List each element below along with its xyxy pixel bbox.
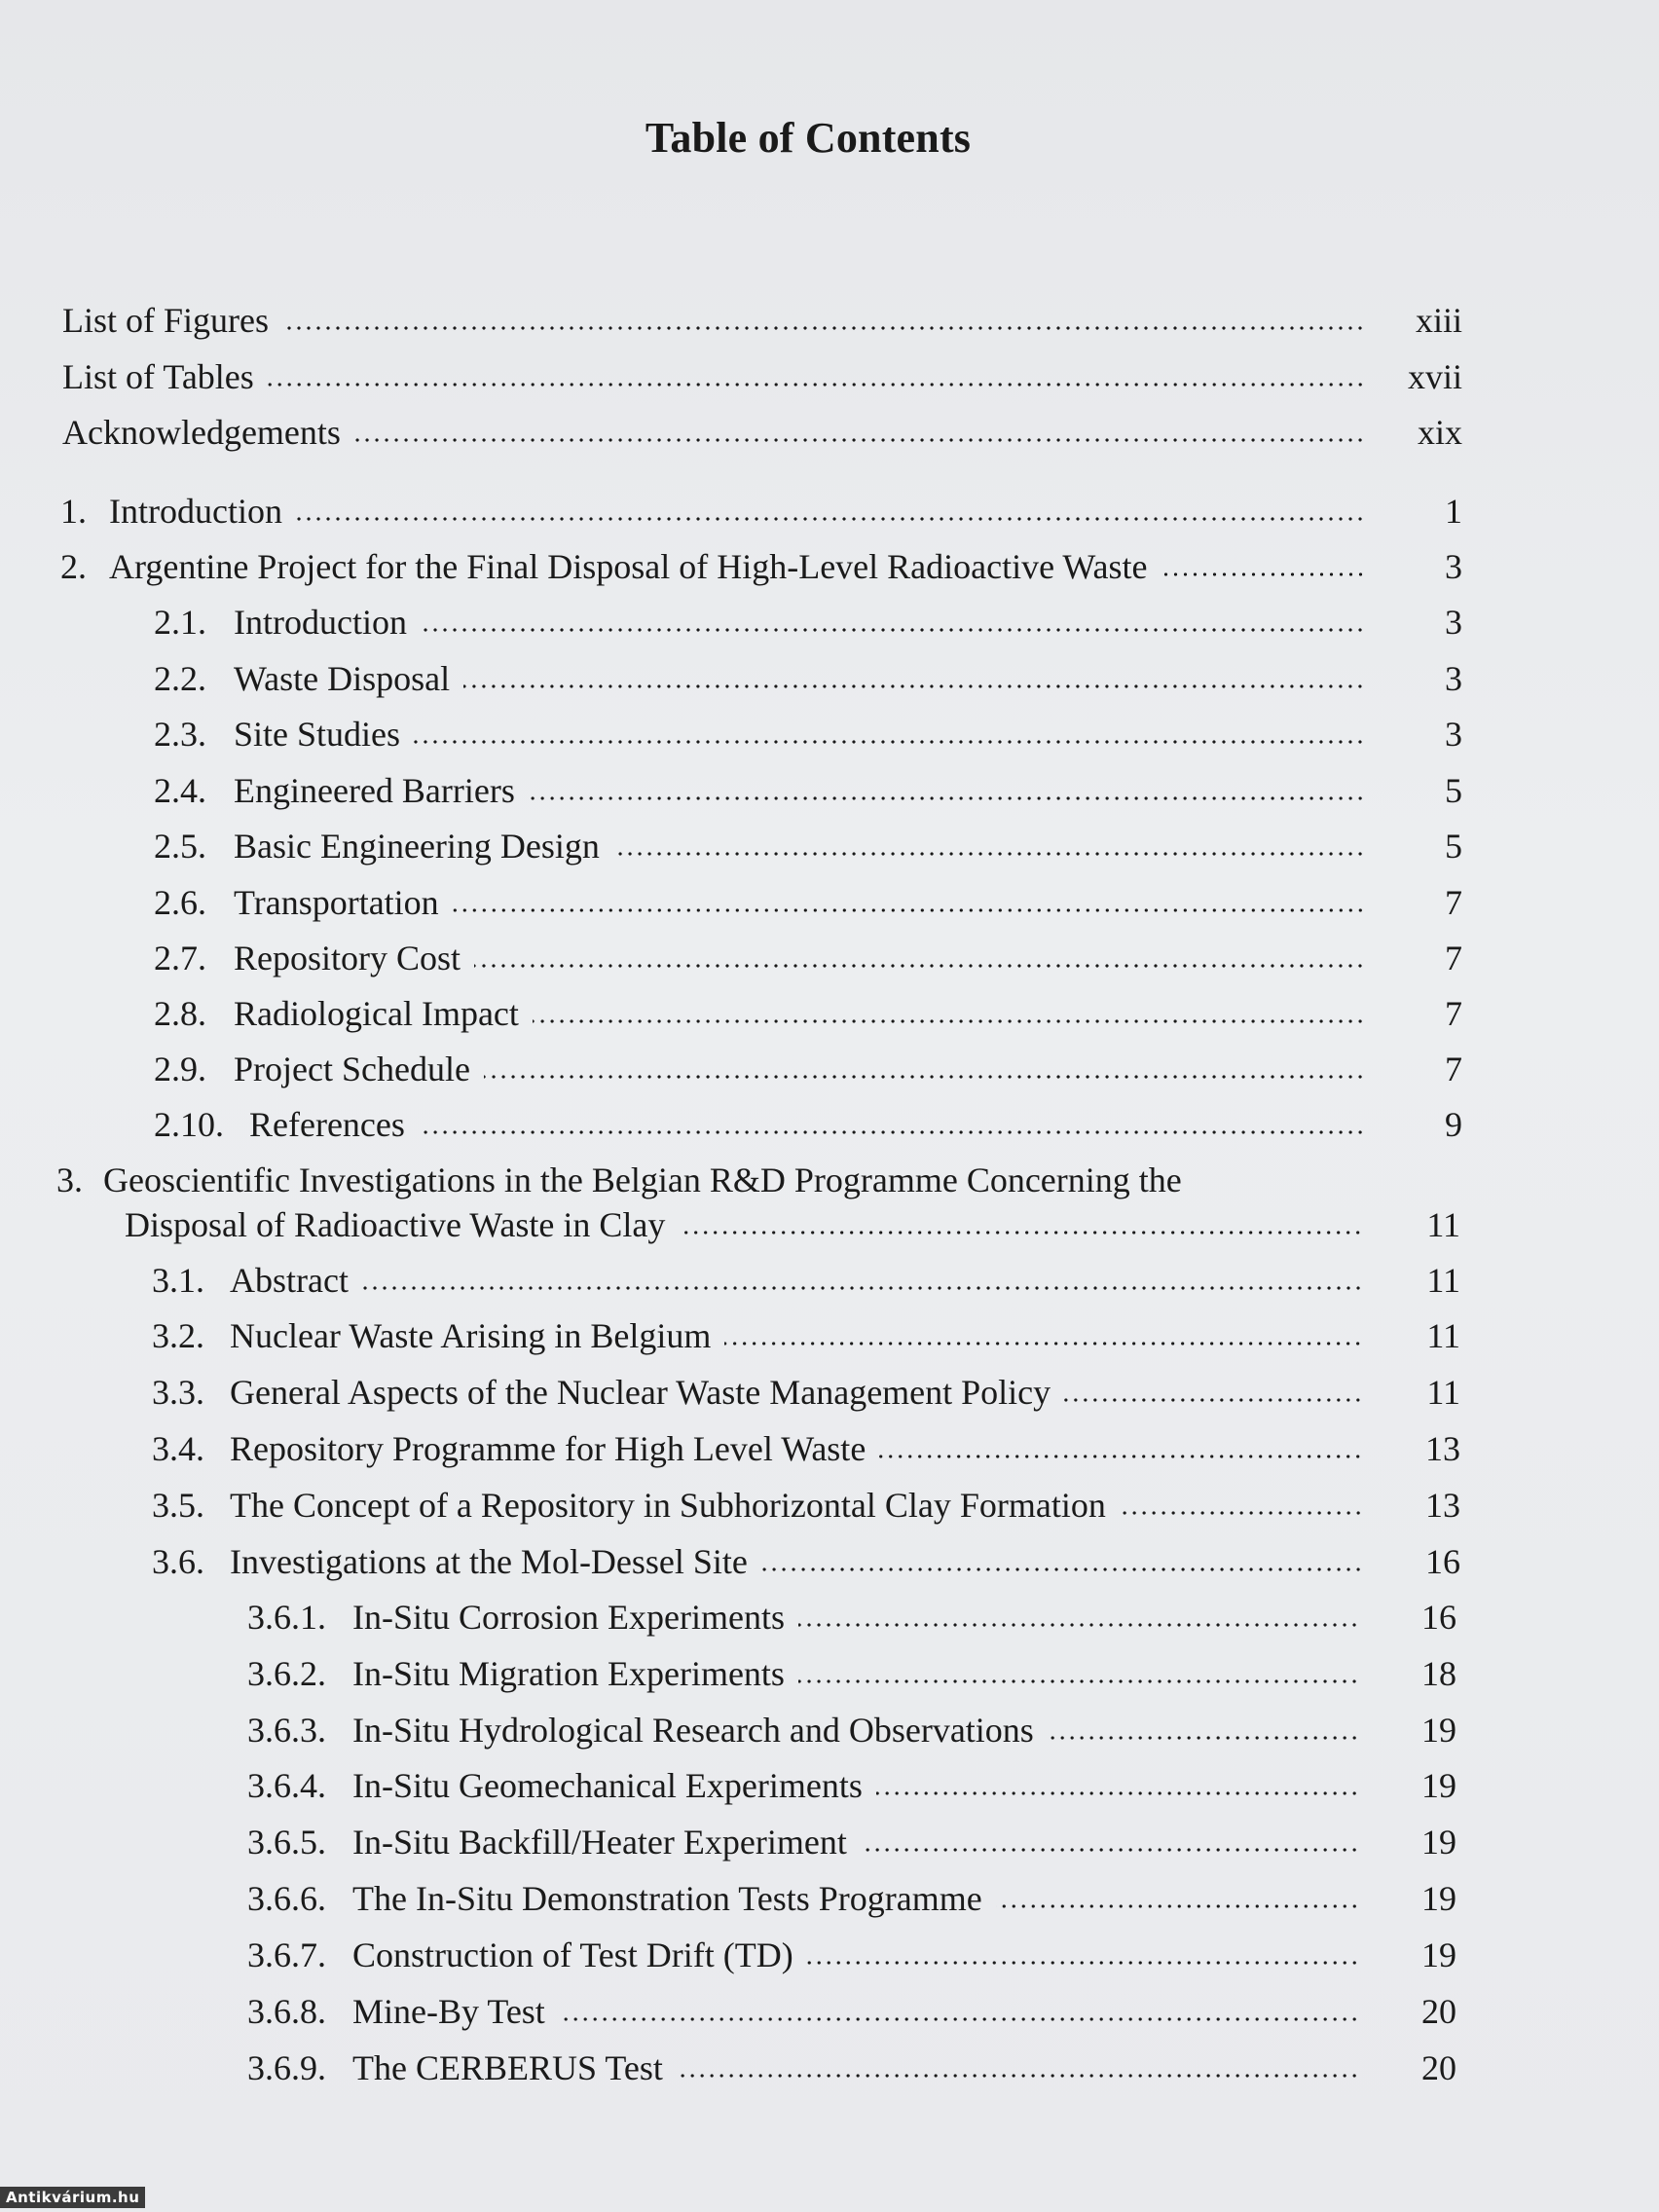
dot-leader <box>559 2015 1359 2023</box>
toc-entry-label: Introduction <box>234 603 407 642</box>
toc-entry-label: Repository Cost <box>234 939 461 977</box>
toc-entry-label: Abstract <box>230 1261 349 1300</box>
toc-subsection[interactable] <box>247 1821 1456 1863</box>
toc-section[interactable] <box>154 713 1462 756</box>
toc-entry-page: 19 <box>1421 1879 1456 1918</box>
toc-entry-label: Disposal of Radioactive Waste in Clay <box>125 1205 666 1244</box>
toc-entry-number: 3.6.9. <box>247 2048 326 2087</box>
toc-entry-number: 1. <box>60 492 87 531</box>
toc-entry-page: 20 <box>1421 2048 1456 2087</box>
toc-entry-label: Construction of Test Drift (TD) <box>352 1936 793 1974</box>
toc-chapter-3-line2[interactable] <box>125 1203 1460 1246</box>
toc-entry-label: Investigations at the Mol-Dessel Site <box>230 1542 748 1581</box>
dot-leader <box>463 682 1365 690</box>
toc-entry-page: xvii <box>1407 357 1462 396</box>
toc-entry-number: 3.6.4. <box>247 1766 326 1805</box>
toc-subsection[interactable] <box>247 1764 1456 1807</box>
toc-entry-label: Argentine Project for the Final Disposal of High-Level Radioactive Waste <box>109 547 1148 586</box>
toc-entry-number: 3.6.6. <box>247 1879 326 1918</box>
toc-entry-label: General Aspects of the Nuclear Waste Management Policy <box>230 1373 1051 1412</box>
toc-chapter-3-line1[interactable] <box>56 1159 1182 1201</box>
toc-entry-number: 3.6.8. <box>247 1992 326 2031</box>
toc-entry-number: 2.8. <box>154 994 206 1033</box>
toc-entry-number: 2.6. <box>154 883 206 922</box>
toc-entry-page: 13 <box>1425 1429 1460 1468</box>
toc-section[interactable] <box>154 657 1462 700</box>
toc-entry-label: In-Situ Migration Experiments <box>352 1654 785 1693</box>
toc-entry-page: 3 <box>1445 659 1462 698</box>
toc-entry-label: In-Situ Geomechanical Experiments <box>352 1766 863 1805</box>
toc-entry-page: 3 <box>1445 603 1462 642</box>
toc-entry-page: 20 <box>1421 1992 1456 2031</box>
toc-entry-label: The Concept of a Repository in Subhorizontal Clay Formation <box>230 1486 1106 1525</box>
toc-entry-number: 2. <box>60 547 87 586</box>
toc-entry-label: List of Tables <box>62 357 254 396</box>
toc-entry-page: 3 <box>1445 715 1462 754</box>
toc-entry-page: 7 <box>1445 939 1462 977</box>
dot-leader <box>1048 1734 1359 1742</box>
dot-leader <box>677 2072 1359 2080</box>
toc-entry-page: 19 <box>1421 1936 1456 1974</box>
dot-leader <box>613 850 1365 858</box>
toc-entry-label: Transportation <box>234 883 439 922</box>
dot-leader <box>268 381 1365 388</box>
dot-leader <box>798 1621 1359 1629</box>
dot-leader <box>861 1846 1359 1854</box>
dot-leader <box>996 1902 1359 1910</box>
toc-entry-label: List of Figures <box>62 301 269 340</box>
dot-leader <box>282 324 1365 332</box>
toc-section[interactable] <box>154 881 1462 924</box>
toc-entry-number: 3. <box>56 1161 83 1199</box>
toc-section[interactable] <box>154 1048 1462 1090</box>
dot-leader <box>724 1340 1363 1347</box>
dot-leader <box>879 1453 1363 1460</box>
toc-entry-page: 11 <box>1426 1373 1460 1412</box>
toc-entry-page: 19 <box>1421 1766 1456 1805</box>
toc-section[interactable] <box>154 769 1462 812</box>
watermark: Antikvárium.hu <box>0 2187 145 2208</box>
toc-entry-label: In-Situ Backfill/Heater Experiment <box>352 1823 847 1862</box>
toc-subsection[interactable] <box>247 2046 1456 2089</box>
toc-entry-page: 7 <box>1445 994 1462 1033</box>
dot-leader <box>474 962 1365 970</box>
toc-section[interactable] <box>154 992 1462 1035</box>
toc-entry-page: 11 <box>1426 1261 1460 1300</box>
dot-leader <box>453 906 1365 914</box>
toc-entry-label: Engineered Barriers <box>234 771 515 810</box>
toc-entry-page: 16 <box>1421 1598 1456 1637</box>
toc-section[interactable] <box>152 1484 1460 1527</box>
dot-leader <box>362 1284 1363 1292</box>
toc-entry-number: 2.7. <box>154 939 206 977</box>
toc-entry-label: Site Studies <box>234 715 401 754</box>
toc-entry-label: Nuclear Waste Arising in Belgium <box>230 1316 712 1355</box>
toc-entry-acknowledgements[interactable] <box>62 411 1462 454</box>
dot-leader <box>354 436 1365 444</box>
toc-subsection[interactable] <box>247 1934 1456 1976</box>
toc-entry-label: The CERBERUS Test <box>352 2048 663 2087</box>
toc-entry-number: 2.5. <box>154 827 206 866</box>
dot-leader <box>419 1128 1365 1136</box>
toc-entry-page: 19 <box>1421 1711 1456 1750</box>
toc-entry-number: 2.2. <box>154 659 206 698</box>
toc-entry-page: 3 <box>1445 547 1462 586</box>
dot-leader <box>1120 1509 1363 1517</box>
toc-entry-page: 5 <box>1445 827 1462 866</box>
toc-section[interactable] <box>154 825 1462 867</box>
dot-leader <box>679 1229 1363 1236</box>
toc-subsection[interactable] <box>247 1596 1456 1639</box>
toc-entry-label: Radiological Impact <box>234 994 519 1033</box>
dot-leader <box>533 1017 1365 1025</box>
toc-entry-number: 3.3. <box>152 1373 204 1412</box>
toc-section[interactable] <box>152 1259 1460 1302</box>
dot-leader <box>529 794 1365 802</box>
toc-entry-number: 2.10. <box>154 1105 224 1144</box>
toc-entry-number: 3.6.7. <box>247 1936 326 1974</box>
dot-leader <box>296 515 1365 523</box>
toc-entry-number: 2.4. <box>154 771 206 810</box>
toc-entry-number: 3.4. <box>152 1429 204 1468</box>
toc-entry-page: 7 <box>1445 1050 1462 1088</box>
toc-subsection[interactable] <box>247 1652 1456 1695</box>
toc-entry-number: 3.5. <box>152 1486 204 1525</box>
toc-entry-page: 18 <box>1421 1654 1456 1693</box>
toc-entry-list-of-figures[interactable] <box>62 299 1462 342</box>
toc-entry-page: 5 <box>1445 771 1462 810</box>
toc-entry-page: 16 <box>1425 1542 1460 1581</box>
dot-leader <box>1161 571 1366 578</box>
dot-leader <box>876 1789 1359 1797</box>
toc-entry-label: Acknowledgements <box>62 413 341 452</box>
toc-entry-page: 11 <box>1426 1316 1460 1355</box>
toc-entry-number: 3.6. <box>152 1542 204 1581</box>
dot-leader <box>807 1959 1359 1967</box>
toc-entry-number: 3.1. <box>152 1261 204 1300</box>
toc-chapter-2[interactable] <box>60 545 1462 588</box>
toc-entry-label: Project Schedule <box>234 1050 470 1088</box>
toc-entry-label: In-Situ Hydrological Research and Observations <box>352 1711 1034 1750</box>
toc-entry-label: Geoscientific Investigations in the Belgian R&D Programme Concerning the <box>103 1161 1182 1199</box>
toc-section[interactable] <box>154 937 1462 979</box>
toc-entry-label: The In-Situ Demonstration Tests Programme <box>352 1879 982 1918</box>
toc-entry-label: Introduction <box>109 492 282 531</box>
toc-entry-number: 2.9. <box>154 1050 206 1088</box>
toc-entry-label: In-Situ Corrosion Experiments <box>352 1598 785 1637</box>
dot-leader <box>761 1566 1363 1573</box>
toc-entry-page: 1 <box>1445 492 1462 531</box>
toc-entry-list-of-tables[interactable] <box>62 355 1462 398</box>
page-title: Table of Contents <box>645 114 972 162</box>
toc-entry-label: Mine-By Test <box>352 1992 545 2031</box>
toc-entry-number: 3.6.1. <box>247 1598 326 1637</box>
toc-entry-number: 2.3. <box>154 715 206 754</box>
toc-chapter-1[interactable] <box>60 490 1462 533</box>
toc-section[interactable] <box>152 1540 1460 1583</box>
toc-section[interactable] <box>152 1427 1460 1470</box>
toc-entry-label: Waste Disposal <box>234 659 451 698</box>
toc-section[interactable] <box>154 601 1462 644</box>
toc-entry-page: xix <box>1417 413 1462 452</box>
toc-entry-page: xiii <box>1415 301 1462 340</box>
dot-leader <box>798 1677 1359 1685</box>
toc-entry-number: 2.1. <box>154 603 206 642</box>
toc-entry-number: 3.2. <box>152 1316 204 1355</box>
dot-leader <box>421 626 1365 634</box>
toc-entry-number: 3.6.2. <box>247 1654 326 1693</box>
toc-entry-number: 3.6.5. <box>247 1823 326 1862</box>
dot-leader <box>1064 1396 1363 1404</box>
toc-entry-number: 3.6.3. <box>247 1711 326 1750</box>
toc-entry-page: 11 <box>1426 1205 1460 1244</box>
toc-subsection[interactable] <box>247 1877 1456 1920</box>
toc-subsection[interactable] <box>247 1990 1456 2033</box>
toc-section[interactable] <box>154 1103 1462 1146</box>
dot-leader <box>414 738 1365 746</box>
toc-section[interactable] <box>152 1314 1460 1357</box>
dot-leader <box>484 1073 1365 1081</box>
toc-entry-page: 13 <box>1425 1486 1460 1525</box>
toc-entry-label: References <box>249 1105 405 1144</box>
toc-section[interactable] <box>152 1371 1460 1414</box>
toc-entry-page: 9 <box>1445 1105 1462 1144</box>
toc-entry-page: 7 <box>1445 883 1462 922</box>
toc-entry-page: 19 <box>1421 1823 1456 1862</box>
toc-entry-label: Repository Programme for High Level Waste <box>230 1429 866 1468</box>
toc-entry-label: Basic Engineering Design <box>234 827 600 866</box>
toc-subsection[interactable] <box>247 1709 1456 1751</box>
